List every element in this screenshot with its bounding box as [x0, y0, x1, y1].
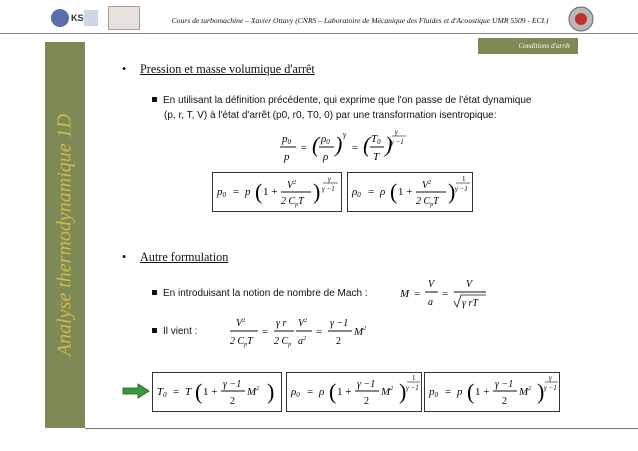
svg-text:ρ0: ρ0	[321, 133, 330, 146]
svg-text:(: (	[329, 379, 337, 404]
t0-formula-box	[152, 372, 282, 412]
svg-text:): )	[313, 179, 321, 204]
cnrs-logo	[568, 6, 594, 32]
svg-text:KS: KS	[71, 13, 84, 23]
svg-text:1 +: 1 +	[263, 186, 278, 198]
p0-formula-box	[212, 172, 342, 212]
svg-text:2: 2	[336, 336, 341, 347]
section2-item2-text: Il vient :	[163, 326, 198, 337]
svg-text:γ −1: γ −1	[223, 379, 242, 390]
svg-text:γ: γ	[395, 128, 398, 136]
svg-text:=: =	[351, 142, 359, 154]
svg-text:V2: $V^2$	[236, 318, 246, 329]
svg-text:(: (	[467, 379, 475, 404]
svg-text:γ −1: γ −1	[406, 384, 419, 392]
svg-text:2: 2	[502, 396, 507, 407]
svg-text:2 Cp: 2 $C_p$	[274, 336, 292, 348]
svg-text:T0: T0	[157, 386, 167, 399]
svg-text:=: =	[262, 326, 269, 338]
svg-text:=: =	[173, 386, 180, 398]
svg-text:2 CpT: 2 $C_pT$	[416, 196, 439, 208]
svg-text:(: (	[255, 179, 263, 204]
section1-item1-line2: (p, r, T, V) à l'état d'arrêt (p0, r0, T0, 0) par une transformation isentropique:	[164, 110, 497, 121]
svg-text:γ: γ	[343, 130, 347, 139]
svg-text:=: =	[445, 386, 452, 398]
isentropic-equation	[278, 128, 408, 173]
svg-text:γ −1: γ −1	[544, 384, 557, 392]
svg-text:a: a	[428, 297, 433, 308]
rho0-formula-box	[347, 172, 473, 212]
svg-text:): )	[537, 379, 545, 404]
svg-text:M2: $M^2$	[354, 326, 367, 338]
svg-text:=: =	[307, 386, 314, 398]
svg-text:1 +: 1 +	[203, 386, 218, 398]
svg-text:γ −1: γ −1	[391, 138, 404, 146]
svg-text:2: 2	[230, 396, 235, 407]
section2-item1-text: En introduisant la notion de nombre de Mach :	[163, 288, 368, 299]
section1-item1	[152, 95, 532, 106]
mach-equation	[398, 273, 498, 318]
section2-title: Autre formulation	[140, 250, 229, 264]
svg-text:γ r: γ r	[276, 318, 287, 329]
p0-mach-formula-box	[424, 372, 560, 412]
svg-text:1 +: 1 +	[337, 386, 352, 398]
svg-text:T: T	[373, 151, 380, 163]
svg-text:T0: T0	[371, 133, 381, 146]
svg-text:ρ: ρ	[323, 151, 329, 163]
svg-text:p0: p0	[282, 133, 291, 146]
green-right-arrow-icon	[122, 383, 150, 404]
svg-text:=: =	[368, 186, 375, 198]
svg-text:ρ: ρ	[380, 186, 386, 198]
section1-heading: • Pression et masse volumique d'arrêt	[122, 62, 315, 76]
svg-text:V2: $V^2$	[298, 318, 308, 329]
svg-text:): )	[399, 379, 407, 404]
footer-divider	[85, 428, 638, 429]
section2-item2	[152, 326, 197, 337]
svg-text:γ −1: γ −1	[455, 185, 468, 193]
svg-text:2 CpT: 2 $C_pT$	[230, 336, 253, 348]
svg-text:γ rT: γ rT	[462, 298, 478, 309]
svg-text:ρ: ρ	[319, 386, 325, 398]
svg-text:M2: $M^2$	[519, 386, 532, 398]
svg-text:M2: $M^2$	[381, 386, 394, 398]
svg-text:1 +: 1 +	[475, 386, 490, 398]
ecl-logo	[108, 6, 140, 30]
svg-text:γ: γ	[328, 175, 331, 183]
svg-text:γ: γ	[549, 374, 552, 382]
svg-text:ρ0: ρ0	[352, 186, 361, 199]
svg-text:γ −1: γ −1	[330, 318, 349, 329]
svg-text:=: =	[316, 326, 323, 338]
svg-text:1: 1	[462, 175, 466, 183]
section-label: Conditions d'arrêt	[518, 42, 570, 50]
kinetic-energy-equation	[228, 312, 378, 357]
svg-text:p: p	[284, 151, 290, 163]
svg-text:(: (	[390, 179, 398, 204]
svg-text:γ −1: γ −1	[357, 379, 376, 390]
header-divider	[0, 33, 638, 34]
svg-text:γ −1: γ −1	[322, 185, 335, 193]
svg-text:V2: $V^2$	[422, 180, 432, 191]
svg-text:M: M	[400, 288, 410, 300]
svg-text:=: =	[414, 288, 421, 300]
svg-text:V: V	[428, 279, 435, 290]
section2-item1	[152, 288, 368, 299]
lmfa-logo	[50, 6, 100, 30]
header-text: Cours de turbomachine – Xavier Ottavy (CNRS – Laboratoire de Mécanique des Fluides et d'Acoustique UMR 5509 - ECL)	[171, 16, 549, 25]
svg-text:1: 1	[412, 374, 416, 382]
svg-text:V: V	[466, 279, 473, 290]
svg-text:M2: $M^2$	[247, 386, 260, 398]
svg-text:p0: p0	[217, 186, 226, 199]
rho0-mach-formula-box	[286, 372, 422, 412]
svg-text:2: 2	[364, 396, 369, 407]
svg-text:(: (	[363, 132, 371, 157]
svg-text:p: p	[457, 386, 463, 398]
svg-text:p0: p0	[429, 386, 438, 399]
svg-text:=: =	[442, 288, 449, 300]
section1-title: Pression et masse volumique d'arrêt	[140, 62, 315, 76]
svg-text:γ −1: γ −1	[495, 379, 514, 390]
section-tag	[478, 38, 578, 54]
svg-text:): )	[335, 132, 343, 157]
sidebar	[45, 42, 85, 428]
svg-text:T: T	[185, 386, 192, 398]
svg-text:(: (	[195, 379, 203, 404]
svg-text:): )	[267, 379, 275, 404]
svg-text:): )	[385, 132, 393, 157]
svg-text:V2: $V^2$	[287, 180, 297, 191]
svg-text:=: =	[233, 186, 240, 198]
svg-text:ρ0: ρ0	[291, 386, 300, 399]
svg-text:1 +: 1 +	[398, 186, 413, 198]
svg-text:=: =	[300, 142, 308, 154]
svg-text:2 CpT: 2 $C_pT$	[281, 196, 304, 208]
section2-heading: • Autre formulation	[122, 250, 229, 264]
sidebar-title: Analyse thermodynamique 1D	[53, 113, 76, 357]
svg-text:p: p	[245, 186, 251, 198]
section1-item1-text: En utilisant la définition précédente, qui exprime que l'on passe de l'état dynamique	[163, 95, 532, 106]
svg-text:): )	[448, 179, 456, 204]
svg-text:(: (	[312, 132, 320, 157]
svg-text:a2: $a^2$	[298, 336, 306, 347]
